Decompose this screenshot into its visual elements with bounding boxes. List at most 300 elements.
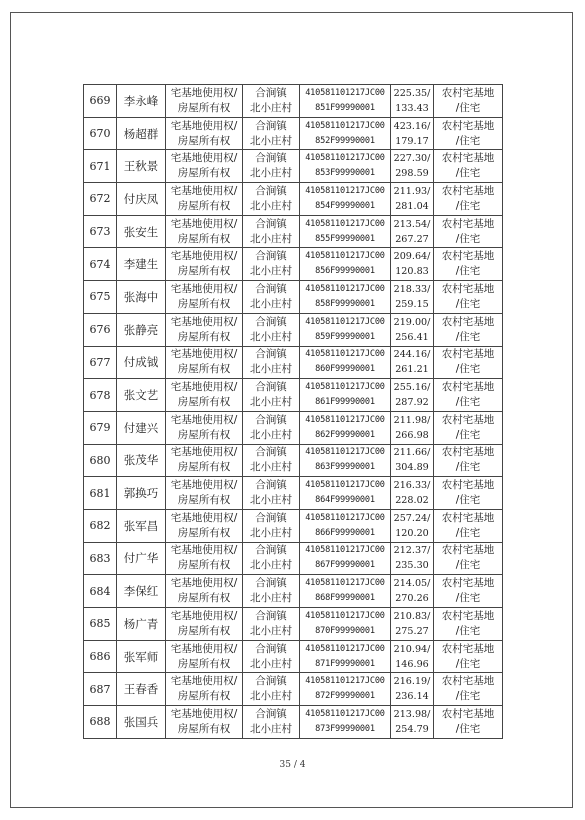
parcel-code-text: 870F99990001 xyxy=(315,625,375,636)
owner-name-text: 郭换巧 xyxy=(123,486,159,501)
parcel-code-text: 410581101217JC00 xyxy=(305,349,385,360)
area-text: 216.19/ xyxy=(393,676,431,688)
table-row xyxy=(84,706,503,739)
owner-name-cell xyxy=(117,706,166,739)
land-use-cell xyxy=(434,117,503,150)
parcel-code-cell xyxy=(300,281,391,314)
land-use-cell xyxy=(434,248,503,281)
record-number-cell xyxy=(84,509,117,542)
area-cell xyxy=(391,183,434,216)
location-cell xyxy=(243,117,300,150)
right-type-text: 宅基地使用权/ xyxy=(170,577,238,590)
right-type-text: 宅基地使用权/ xyxy=(170,609,238,622)
record-number-cell xyxy=(84,313,117,346)
right-type-text: 房屋所有权 xyxy=(177,396,231,409)
parcel-code-text: 854F99990001 xyxy=(315,200,375,211)
parcel-code-cell xyxy=(300,85,391,118)
owner-name-cell xyxy=(117,640,166,673)
location-text: 合涧镇 xyxy=(255,446,287,459)
owner-name-cell xyxy=(117,379,166,412)
parcel-code-cell xyxy=(300,608,391,641)
parcel-code-text: 863F99990001 xyxy=(315,462,375,473)
page-number: 35 / 4 xyxy=(279,760,306,770)
area-text: 213.54/ xyxy=(393,218,431,230)
owner-name-cell xyxy=(117,411,166,444)
record-number-text: 681 xyxy=(89,486,111,500)
record-number-text: 688 xyxy=(89,715,111,729)
location-text: 北小庄村 xyxy=(250,722,292,735)
area-cell xyxy=(391,640,434,673)
area-text: 261.21 xyxy=(395,364,429,376)
land-use-text: /住宅 xyxy=(455,494,481,507)
records-table-body xyxy=(84,85,503,739)
area-text: 219.00/ xyxy=(393,316,431,328)
record-number-text: 671 xyxy=(89,159,111,173)
parcel-code-cell xyxy=(300,575,391,608)
parcel-code-text: 410581101217JC00 xyxy=(305,185,385,196)
record-number-text: 674 xyxy=(89,257,111,271)
location-cell xyxy=(243,575,300,608)
right-type-cell xyxy=(166,150,243,183)
area-text: 210.94/ xyxy=(393,643,431,655)
record-number-cell xyxy=(84,215,117,248)
owner-name-cell xyxy=(117,346,166,379)
right-type-cell xyxy=(166,313,243,346)
location-text: 北小庄村 xyxy=(250,559,292,572)
right-type-text: 房屋所有权 xyxy=(177,297,231,310)
table-row xyxy=(84,215,503,248)
area-text: 120.83 xyxy=(395,266,429,278)
land-use-text: /住宅 xyxy=(455,199,481,212)
location-cell xyxy=(243,542,300,575)
right-type-cell xyxy=(166,248,243,281)
table-row xyxy=(84,608,503,641)
parcel-code-text: 410581101217JC00 xyxy=(305,512,385,523)
area-text: 120.20 xyxy=(395,527,429,539)
parcel-code-text: 868F99990001 xyxy=(315,593,375,604)
area-text: 255.16/ xyxy=(393,382,431,394)
right-type-text: 房屋所有权 xyxy=(177,101,231,114)
owner-name-cell xyxy=(117,673,166,706)
records-table xyxy=(83,84,503,739)
record-number-text: 678 xyxy=(89,388,111,402)
area-cell xyxy=(391,575,434,608)
land-use-text: 农村宅基地 xyxy=(441,609,495,622)
area-cell xyxy=(391,346,434,379)
right-type-text: 房屋所有权 xyxy=(177,722,231,735)
land-use-text: /住宅 xyxy=(455,559,481,572)
area-text: 235.30 xyxy=(395,560,429,572)
area-text: 213.98/ xyxy=(393,708,431,720)
location-cell xyxy=(243,85,300,118)
location-cell xyxy=(243,444,300,477)
location-cell xyxy=(243,411,300,444)
area-text: 266.98 xyxy=(395,429,429,441)
land-use-text: 农村宅基地 xyxy=(441,250,495,263)
parcel-code-text: 410581101217JC00 xyxy=(305,87,385,98)
right-type-text: 房屋所有权 xyxy=(177,330,231,343)
location-text: 合涧镇 xyxy=(255,609,287,622)
area-text: 259.15 xyxy=(395,298,429,310)
location-text: 北小庄村 xyxy=(250,167,292,180)
area-text: 146.96 xyxy=(395,658,429,670)
land-use-text: 农村宅基地 xyxy=(441,544,495,557)
owner-name-text: 李永峰 xyxy=(123,93,159,108)
table-row xyxy=(84,575,503,608)
owner-name-cell xyxy=(117,444,166,477)
location-text: 北小庄村 xyxy=(250,526,292,539)
land-use-cell xyxy=(434,673,503,706)
parcel-code-text: 855F99990001 xyxy=(315,233,375,244)
table-row xyxy=(84,542,503,575)
area-cell xyxy=(391,477,434,510)
land-use-text: /住宅 xyxy=(455,265,481,278)
location-cell xyxy=(243,150,300,183)
right-type-text: 房屋所有权 xyxy=(177,134,231,147)
land-use-cell xyxy=(434,313,503,346)
area-cell xyxy=(391,313,434,346)
owner-name-text: 李建生 xyxy=(123,257,159,272)
parcel-code-text: 410581101217JC00 xyxy=(305,153,385,164)
right-type-text: 房屋所有权 xyxy=(177,199,231,212)
record-number-text: 682 xyxy=(89,519,111,533)
location-text: 合涧镇 xyxy=(255,413,287,426)
record-number-cell xyxy=(84,379,117,412)
land-use-cell xyxy=(434,215,503,248)
location-text: 合涧镇 xyxy=(255,184,287,197)
owner-name-text: 王秋景 xyxy=(123,159,159,174)
parcel-code-text: 864F99990001 xyxy=(315,495,375,506)
record-number-cell xyxy=(84,444,117,477)
right-type-cell xyxy=(166,477,243,510)
location-text: 合涧镇 xyxy=(255,381,287,394)
right-type-cell xyxy=(166,117,243,150)
land-use-text: /住宅 xyxy=(455,428,481,441)
table-row xyxy=(84,411,503,444)
area-text: 179.17 xyxy=(395,135,429,147)
parcel-code-cell xyxy=(300,379,391,412)
record-number-text: 672 xyxy=(89,192,111,206)
parcel-code-text: 873F99990001 xyxy=(315,723,375,734)
table-row xyxy=(84,248,503,281)
owner-name-cell xyxy=(117,608,166,641)
land-use-text: 农村宅基地 xyxy=(441,642,495,655)
owner-name-text: 杨超群 xyxy=(123,126,159,141)
right-type-text: 宅基地使用权/ xyxy=(170,446,238,459)
land-use-text: 农村宅基地 xyxy=(441,381,495,394)
owner-name-cell xyxy=(117,183,166,216)
location-text: 北小庄村 xyxy=(250,134,292,147)
right-type-text: 房屋所有权 xyxy=(177,232,231,245)
owner-name-cell xyxy=(117,477,166,510)
land-use-cell xyxy=(434,281,503,314)
right-type-cell xyxy=(166,411,243,444)
table-row xyxy=(84,346,503,379)
record-number-cell xyxy=(84,477,117,510)
owner-name-text: 杨广青 xyxy=(123,616,159,631)
location-text: 北小庄村 xyxy=(250,330,292,343)
land-use-cell xyxy=(434,85,503,118)
parcel-code-text: 410581101217JC00 xyxy=(305,708,385,719)
right-type-cell xyxy=(166,673,243,706)
parcel-code-cell xyxy=(300,640,391,673)
right-type-text: 宅基地使用权/ xyxy=(170,217,238,230)
area-cell xyxy=(391,608,434,641)
record-number-cell xyxy=(84,608,117,641)
area-cell xyxy=(391,706,434,739)
right-type-text: 房屋所有权 xyxy=(177,428,231,441)
right-type-text: 房屋所有权 xyxy=(177,624,231,637)
parcel-code-cell xyxy=(300,444,391,477)
right-type-cell xyxy=(166,608,243,641)
table-row xyxy=(84,183,503,216)
table-row xyxy=(84,379,503,412)
location-text: 北小庄村 xyxy=(250,297,292,310)
land-use-text: 农村宅基地 xyxy=(441,282,495,295)
land-use-text: 农村宅基地 xyxy=(441,413,495,426)
area-cell xyxy=(391,509,434,542)
table-row xyxy=(84,313,503,346)
parcel-code-text: 410581101217JC00 xyxy=(305,414,385,425)
land-use-cell xyxy=(434,575,503,608)
parcel-code-cell xyxy=(300,183,391,216)
land-use-text: /住宅 xyxy=(455,526,481,539)
owner-name-text: 付广华 xyxy=(123,551,159,566)
record-number-cell xyxy=(84,346,117,379)
area-cell xyxy=(391,542,434,575)
land-use-text: 农村宅基地 xyxy=(441,707,495,720)
location-text: 合涧镇 xyxy=(255,479,287,492)
area-cell xyxy=(391,673,434,706)
parcel-code-text: 410581101217JC00 xyxy=(305,480,385,491)
land-use-text: /住宅 xyxy=(455,297,481,310)
owner-name-cell xyxy=(117,215,166,248)
right-type-text: 宅基地使用权/ xyxy=(170,413,238,426)
land-use-text: 农村宅基地 xyxy=(441,675,495,688)
land-use-cell xyxy=(434,183,503,216)
record-number-cell xyxy=(84,183,117,216)
land-use-text: /住宅 xyxy=(455,101,481,114)
record-number-text: 677 xyxy=(89,355,111,369)
location-text: 合涧镇 xyxy=(255,642,287,655)
right-type-text: 宅基地使用权/ xyxy=(170,184,238,197)
location-text: 北小庄村 xyxy=(250,657,292,670)
location-text: 北小庄村 xyxy=(250,101,292,114)
area-cell xyxy=(391,444,434,477)
area-text: 236.14 xyxy=(395,691,429,703)
owner-name-text: 张国兵 xyxy=(123,714,159,729)
land-use-text: 农村宅基地 xyxy=(441,217,495,230)
parcel-code-cell xyxy=(300,706,391,739)
right-type-text: 宅基地使用权/ xyxy=(170,707,238,720)
location-cell xyxy=(243,379,300,412)
land-use-text: 农村宅基地 xyxy=(441,119,495,132)
owner-name-cell xyxy=(117,509,166,542)
location-text: 合涧镇 xyxy=(255,152,287,165)
location-text: 北小庄村 xyxy=(250,199,292,212)
parcel-code-text: 859F99990001 xyxy=(315,331,375,342)
parcel-code-cell xyxy=(300,673,391,706)
right-type-text: 宅基地使用权/ xyxy=(170,381,238,394)
parcel-code-cell xyxy=(300,477,391,510)
area-cell xyxy=(391,281,434,314)
location-text: 合涧镇 xyxy=(255,511,287,524)
location-text: 合涧镇 xyxy=(255,282,287,295)
land-use-cell xyxy=(434,706,503,739)
location-text: 合涧镇 xyxy=(255,250,287,263)
record-number-cell xyxy=(84,281,117,314)
parcel-code-text: 410581101217JC00 xyxy=(305,382,385,393)
location-cell xyxy=(243,313,300,346)
right-type-text: 宅基地使用权/ xyxy=(170,642,238,655)
area-text: 423.16/ xyxy=(393,120,431,132)
parcel-code-text: 410581101217JC00 xyxy=(305,545,385,556)
location-cell xyxy=(243,215,300,248)
parcel-code-text: 856F99990001 xyxy=(315,266,375,277)
area-cell xyxy=(391,379,434,412)
area-text: 214.05/ xyxy=(393,578,431,590)
parcel-code-cell xyxy=(300,150,391,183)
table-row xyxy=(84,117,503,150)
record-number-cell xyxy=(84,706,117,739)
right-type-text: 宅基地使用权/ xyxy=(170,544,238,557)
right-type-cell xyxy=(166,85,243,118)
location-cell xyxy=(243,706,300,739)
record-number-text: 669 xyxy=(89,94,111,108)
right-type-cell xyxy=(166,444,243,477)
record-number-cell xyxy=(84,117,117,150)
right-type-cell xyxy=(166,575,243,608)
right-type-text: 房屋所有权 xyxy=(177,592,231,605)
owner-name-text: 付建兴 xyxy=(123,420,159,435)
right-type-cell xyxy=(166,183,243,216)
record-number-text: 679 xyxy=(89,421,111,435)
right-type-text: 宅基地使用权/ xyxy=(170,348,238,361)
parcel-code-cell xyxy=(300,215,391,248)
land-use-text: /住宅 xyxy=(455,396,481,409)
table-row xyxy=(84,477,503,510)
area-text: 210.83/ xyxy=(393,610,431,622)
parcel-code-text: 410581101217JC00 xyxy=(305,283,385,294)
record-number-text: 687 xyxy=(89,682,111,696)
table-row xyxy=(84,85,503,118)
location-text: 合涧镇 xyxy=(255,315,287,328)
owner-name-cell xyxy=(117,313,166,346)
land-use-text: 农村宅基地 xyxy=(441,511,495,524)
land-use-text: /住宅 xyxy=(455,363,481,376)
parcel-code-text: 853F99990001 xyxy=(315,168,375,179)
parcel-code-text: 410581101217JC00 xyxy=(305,218,385,229)
location-text: 北小庄村 xyxy=(250,363,292,376)
right-type-text: 房屋所有权 xyxy=(177,526,231,539)
parcel-code-cell xyxy=(300,248,391,281)
land-use-text: 农村宅基地 xyxy=(441,315,495,328)
record-number-text: 675 xyxy=(89,290,111,304)
right-type-cell xyxy=(166,379,243,412)
area-cell xyxy=(391,150,434,183)
area-text: 228.02 xyxy=(395,495,429,507)
location-text: 北小庄村 xyxy=(250,461,292,474)
owner-name-text: 付庆凤 xyxy=(123,191,159,206)
area-text: 212.37/ xyxy=(393,545,431,557)
area-cell xyxy=(391,248,434,281)
record-number-text: 684 xyxy=(89,584,111,598)
record-number-cell xyxy=(84,248,117,281)
table-row xyxy=(84,150,503,183)
land-use-text: 农村宅基地 xyxy=(441,152,495,165)
area-text: 209.64/ xyxy=(393,251,431,263)
parcel-code-text: 862F99990001 xyxy=(315,429,375,440)
parcel-code-text: 410581101217JC00 xyxy=(305,676,385,687)
owner-name-text: 王春香 xyxy=(123,682,159,697)
land-use-text: 农村宅基地 xyxy=(441,86,495,99)
area-cell xyxy=(391,411,434,444)
right-type-text: 宅基地使用权/ xyxy=(170,86,238,99)
parcel-code-cell xyxy=(300,313,391,346)
parcel-code-text: 410581101217JC00 xyxy=(305,447,385,458)
land-use-cell xyxy=(434,379,503,412)
right-type-text: 房屋所有权 xyxy=(177,461,231,474)
area-text: 304.89 xyxy=(395,462,429,474)
record-number-text: 685 xyxy=(89,617,111,631)
area-cell xyxy=(391,117,434,150)
owner-name-text: 张军师 xyxy=(123,649,159,664)
location-text: 合涧镇 xyxy=(255,577,287,590)
area-cell xyxy=(391,85,434,118)
location-cell xyxy=(243,640,300,673)
land-use-text: 农村宅基地 xyxy=(441,184,495,197)
right-type-text: 宅基地使用权/ xyxy=(170,282,238,295)
owner-name-text: 张安生 xyxy=(123,224,159,239)
right-type-cell xyxy=(166,640,243,673)
right-type-text: 宅基地使用权/ xyxy=(170,479,238,492)
parcel-code-text: 410581101217JC00 xyxy=(305,643,385,654)
parcel-code-text: 410581101217JC00 xyxy=(305,120,385,131)
right-type-text: 房屋所有权 xyxy=(177,657,231,670)
parcel-code-text: 866F99990001 xyxy=(315,527,375,538)
area-text: 281.04 xyxy=(395,200,429,212)
land-use-cell xyxy=(434,346,503,379)
right-type-text: 房屋所有权 xyxy=(177,690,231,703)
record-number-cell xyxy=(84,575,117,608)
location-text: 北小庄村 xyxy=(250,592,292,605)
parcel-code-text: 858F99990001 xyxy=(315,298,375,309)
owner-name-cell xyxy=(117,85,166,118)
land-use-text: /住宅 xyxy=(455,134,481,147)
location-cell xyxy=(243,477,300,510)
land-use-text: /住宅 xyxy=(455,232,481,245)
area-text: 211.98/ xyxy=(393,414,431,426)
table-row xyxy=(84,673,503,706)
right-type-text: 房屋所有权 xyxy=(177,559,231,572)
location-text: 北小庄村 xyxy=(250,690,292,703)
location-cell xyxy=(243,183,300,216)
owner-name-text: 张静亮 xyxy=(123,322,159,337)
owner-name-cell xyxy=(117,150,166,183)
owner-name-text: 张文艺 xyxy=(123,388,159,403)
parcel-code-text: 852F99990001 xyxy=(315,135,375,146)
location-text: 合涧镇 xyxy=(255,217,287,230)
land-use-text: /住宅 xyxy=(455,657,481,670)
parcel-code-text: 410581101217JC00 xyxy=(305,251,385,262)
location-text: 北小庄村 xyxy=(250,494,292,507)
area-text: 256.41 xyxy=(395,331,429,343)
land-use-text: /住宅 xyxy=(455,624,481,637)
parcel-code-text: 851F99990001 xyxy=(315,102,375,113)
land-use-text: 农村宅基地 xyxy=(441,348,495,361)
location-cell xyxy=(243,346,300,379)
parcel-code-text: 860F99990001 xyxy=(315,364,375,375)
